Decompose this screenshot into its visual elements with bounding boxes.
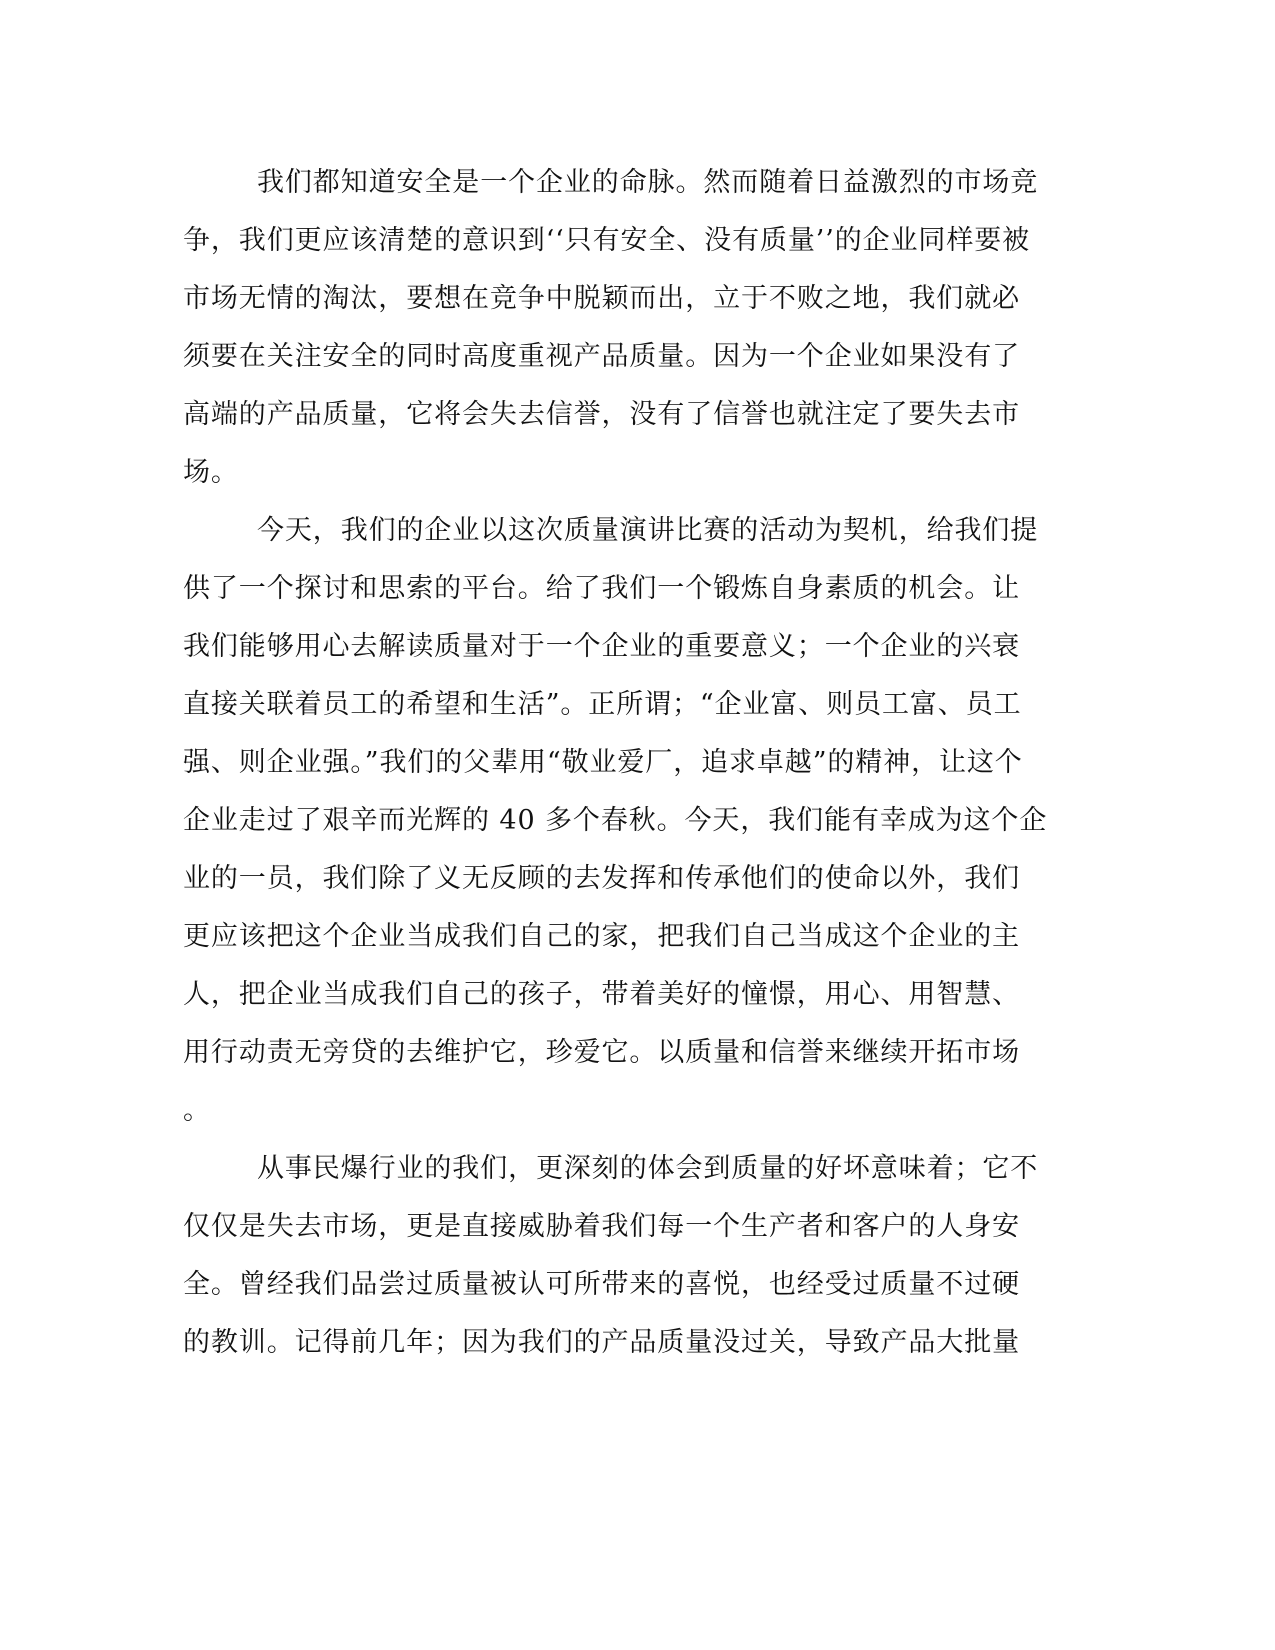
paragraph-2-line-8: 更应该把这个企业当成我们自己的家，把我们自己当成这个企业的主 [183, 921, 1020, 952]
paragraph-1-line-6: 场。 [183, 457, 239, 488]
paragraph-3-line-4: 的教训。记得前几年；因为我们的产品质量没过关，导致产品大批量 [183, 1327, 1020, 1358]
paragraph-2-line-6: 企业走过了艰辛而光辉的 40 多个春秋。今天，我们能有幸成为这个企 [183, 805, 1048, 836]
paragraph-1-line-1: 我们都知道安全是一个企业的命脉。然而随着日益激烈的市场竞 [257, 167, 1039, 198]
paragraph-1-line-2: 争，我们更应该清楚的意识到‘‘只有安全、没有质量’’的企业同样要被 [183, 225, 1031, 256]
paragraph-1-line-5: 高端的产品质量，它将会失去信誉，没有了信誉也就注定了要失去市 [183, 399, 1020, 430]
paragraph-2-line-1: 今天，我们的企业以这次质量演讲比赛的活动为契机，给我们提 [257, 515, 1039, 546]
paragraph-2-line-10: 用行动责无旁贷的去维护它，珍爱它。以质量和信誉来继续开拓市场 [183, 1037, 1020, 1068]
paragraph-2-line-11: 。 [183, 1095, 211, 1126]
paragraph-3-line-1: 从事民爆行业的我们，更深刻的体会到质量的好坏意味着；它不 [257, 1153, 1039, 1184]
paragraph-2-line-5: 强、则企业强。”我们的父辈用“敬业爱厂，追求卓越”的精神，让这个 [183, 747, 1023, 778]
paragraph-2-line-3: 我们能够用心去解读质量对于一个企业的重要意义；一个企业的兴衰 [183, 631, 1020, 662]
paragraph-1-line-3: 市场无情的淘汰，要想在竞争中脱颖而出，立于不败之地，我们就必 [183, 283, 1020, 314]
paragraph-3-line-3: 全。曾经我们品尝过质量被认可所带来的喜悦，也经受过质量不过硬 [183, 1269, 1020, 1300]
paragraph-3-line-2: 仅仅是失去市场，更是直接威胁着我们每一个生产者和客户的人身安 [183, 1211, 1020, 1242]
paragraph-2-line-9: 人，把企业当成我们自己的孩子，带着美好的憧憬，用心、用智慧、 [183, 979, 1020, 1010]
paragraph-2-line-7: 业的一员，我们除了义无反顾的去发挥和传承他们的使命以外，我们 [183, 863, 1020, 894]
paragraph-1-line-4: 须要在关注安全的同时高度重视产品质量。因为一个企业如果没有了 [183, 341, 1020, 372]
paragraph-2-line-4: 直接关联着员工的希望和生活”。正所谓；“企业富、则员工富、员工 [183, 689, 1022, 720]
paragraph-2-line-2: 供了一个探讨和思索的平台。给了我们一个锻炼自身素质的机会。让 [183, 573, 1020, 604]
